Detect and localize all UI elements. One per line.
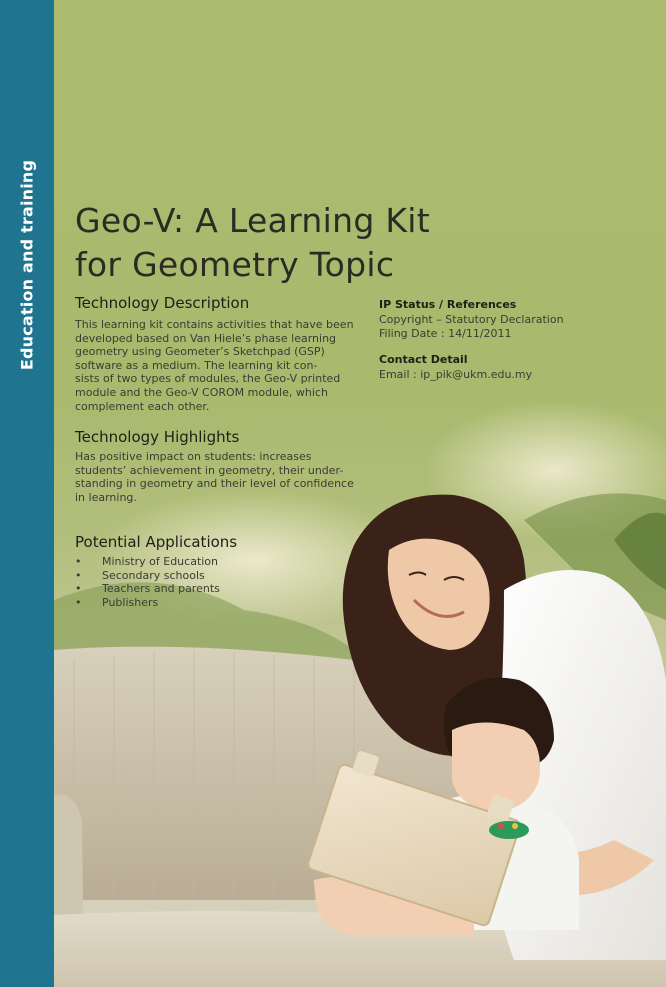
- description-line: software as a medium. The learning kit con-: [75, 358, 318, 372]
- description-line: sists of two types of modules, the Geo-V printed: [75, 372, 341, 386]
- highlight-line: students’ achievement in geometry, their under-: [75, 463, 344, 477]
- technology-highlights-text: [75, 450, 354, 504]
- highlight-line: in learning.: [75, 490, 137, 504]
- ip-status-line: Copyright – Statutory Declaration: [379, 313, 564, 326]
- toy: [489, 821, 529, 839]
- contact-email: [379, 368, 532, 382]
- ip-status-heading: IP Status / References: [379, 298, 517, 311]
- email-text: Email : ip_pik@ukm.edu.my: [379, 368, 533, 381]
- description-line: geometry using Geometer’s Sketchpad (GSP): [75, 345, 325, 359]
- technology-description-text: [75, 318, 354, 413]
- potential-applications-heading: Potential Applications: [75, 533, 238, 551]
- description-line: This learning kit contains activities that have been: [75, 318, 354, 331]
- highlight-line: standing in geometry and their level of confidence: [75, 477, 354, 491]
- technology-description-heading: Technology Description: [75, 294, 250, 312]
- description-line: module and the Geo-V COROM module, which: [75, 385, 328, 399]
- ip-status-text: [379, 313, 564, 340]
- list-item: • Ministry of Education: [75, 555, 220, 569]
- ip-status-line: Filing Date : 14/11/2011: [379, 326, 512, 340]
- title-line-1: Geo-V: A Learning Kit: [75, 201, 431, 240]
- potential-applications-list: [75, 555, 220, 609]
- list-item: • Secondary schools: [75, 569, 220, 583]
- category-label: Education and training: [17, 159, 37, 371]
- category-sidebar: [0, 0, 54, 987]
- title-line-2: for Geometry Topic: [75, 245, 395, 284]
- page-title: [75, 199, 495, 287]
- highlight-line: Has positive impact on students: increases: [75, 450, 312, 463]
- list-item: • Teachers and parents: [75, 582, 220, 596]
- contact-heading: Contact Detail: [379, 353, 468, 366]
- technology-highlights-heading: Technology Highlights: [75, 428, 240, 446]
- description-line: developed based on Van Hiele’s phase learning: [75, 331, 337, 345]
- list-item: • Publishers: [75, 596, 220, 610]
- description-line: complement each other.: [75, 399, 210, 413]
